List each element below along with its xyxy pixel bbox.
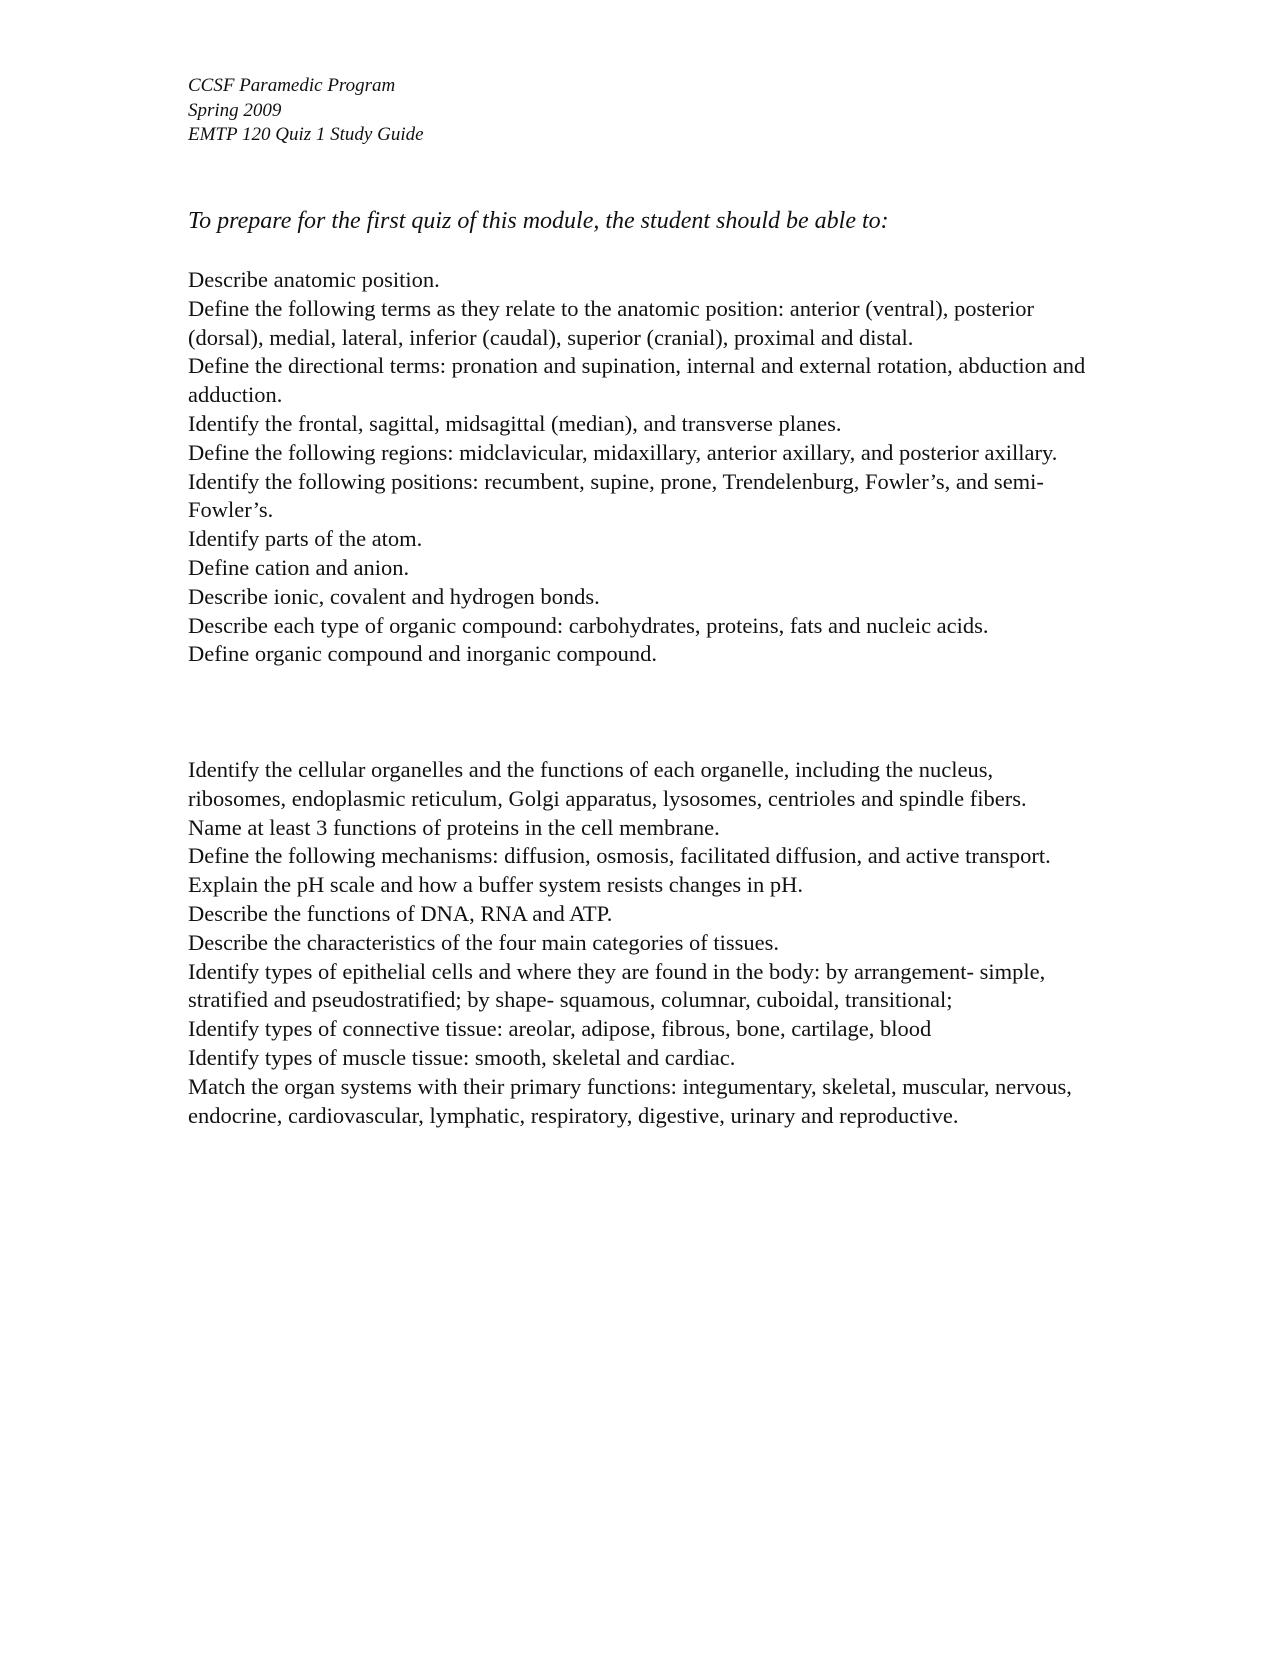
objectives-group-1 — [188, 266, 1088, 669]
objective-item: Describe anatomic position. — [188, 267, 440, 292]
objectives-group-2 — [188, 756, 1088, 1130]
term: Spring 2009 — [188, 99, 282, 121]
program-name: CCSF Paramedic Program — [188, 75, 396, 96]
objective-item: Identify parts of the atom. — [188, 526, 423, 552]
objective-item: Identify types of muscle tissue: smooth, skeletal and cardiac. — [188, 1044, 736, 1070]
objective-item: Identify types of connective tissue: areolar, adipose, fibrous, bone, cartilage, blood — [188, 1016, 932, 1042]
objective-item: Identify the following positions: recumbent, supine, prone, Trendelenburg, Fowler’s, and semi-Fowler’s. — [188, 468, 1044, 523]
objective-item: Define organic compound and inorganic compound. — [188, 641, 658, 667]
objective-item: Match the organ systems with their primary functions: integumentary, skeletal, muscular, nervous, endocrine, cardiovascular, lymphatic, respiratory, digestive, urinary and reproductive. — [188, 1073, 1072, 1128]
objective-item: Define the following regions: midclavicular, midaxillary, anterior axillary, and posterior axillary. — [188, 439, 1058, 465]
objective-item: Define the following mechanisms: diffusion, osmosis, facilitated diffusion, and active transport. — [188, 843, 1051, 869]
document-header — [188, 74, 424, 148]
objective-item: Name at least 3 functions of proteins in the cell membrane. — [188, 814, 720, 840]
objective-item: Define the directional terms: pronation and supination, internal and external rotation, abduction and adduction. — [188, 353, 1086, 408]
objective-item: Identify the cellular organelles and the functions of each organelle, including the nucleus, ribosomes, endoplasmic reticulum, Golgi apparatus, lysosomes, centrioles and spindle fibers. — [188, 757, 1027, 811]
objective-item: Describe each type of organic compound: carbohydrates, proteins, fats and nucleic acids. — [188, 612, 989, 638]
objective-item: Describe the characteristics of the four main categories of tissues. — [188, 929, 780, 955]
objective-item: Describe the functions of DNA, RNA and ATP. — [188, 900, 613, 926]
objective-item: Define the following terms as they relate to the anatomic position: anterior (ventral), posterior (dorsal), medial, lateral, inferior (caudal), superior (cranial), proximal and distal. — [188, 295, 1034, 350]
course-title: EMTP 120 Quiz 1 Study Guide — [188, 124, 424, 145]
objective-item: Identify types of epithelial cells and where they are found in the body: by arrangement- simple, stratified and pseudostratified; by shape- squamous, columnar, cuboidal, transitional; — [188, 958, 1046, 1013]
objective-item: Explain the pH scale and how a buffer system resists changes in pH. — [188, 872, 804, 898]
objective-item: Identify the frontal, sagittal, midsagittal (median), and transverse planes. — [188, 410, 842, 436]
objective-item: Describe ionic, covalent and hydrogen bonds. — [188, 583, 600, 609]
objective-item: Define cation and anion. — [188, 554, 410, 580]
intro-statement: To prepare for the first quiz of this module, the student should be able to: — [188, 208, 889, 234]
